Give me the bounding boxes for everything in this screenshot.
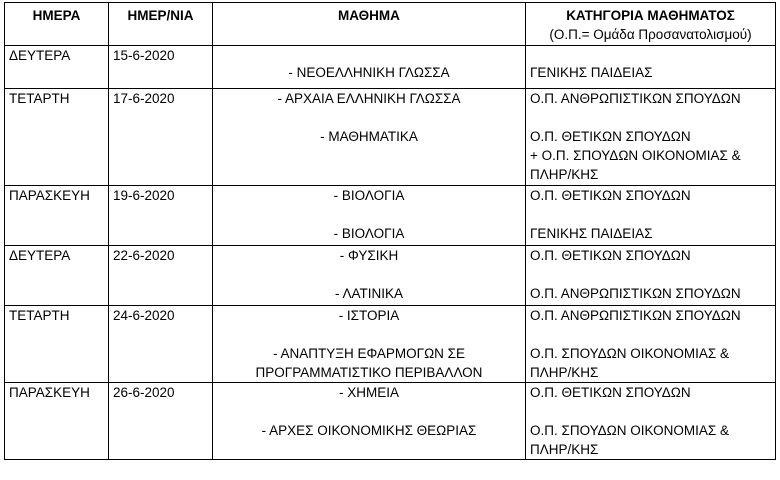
category-line: ΓΕΝΙΚΗΣ ΠΑΙΔΕΙΑΣ [530, 65, 653, 80]
date-cell: 26-6-2020 [109, 383, 213, 460]
category-line: Ο.Π. ΑΝΘΡΩΠΙΣΤΙΚΩΝ ΣΠΟΥΔΩΝ [530, 308, 741, 323]
day-cell: ΔΕΥΤΕΡΑ [5, 46, 109, 89]
category-line: Ο.Π. ΣΠΟΥΔΩΝ ΟΙΚΟΝΟΜΙΑΣ & [530, 423, 729, 438]
table-row [5, 46, 776, 89]
category-line: ΓΕΝΙΚΗΣ ΠΑΙΔΕΙΑΣ [530, 226, 653, 241]
category-cell [526, 186, 776, 246]
header-row [5, 3, 776, 46]
date-cell: 22-6-2020 [109, 246, 213, 306]
day-cell: ΔΕΥΤΕΡΑ [5, 246, 109, 306]
table-row [5, 89, 776, 186]
subject-line: - ΒΙΟΛΟΓΙΑ [333, 226, 405, 241]
subject-cell [213, 89, 526, 186]
subject-cell [213, 186, 526, 246]
subject-line: ΠΡΟΓΡΑΜΜΑΤΙΣΤΙΚΟ ΠΕΡΙΒΑΛΛΟΝ [255, 365, 483, 380]
header-category [526, 3, 776, 46]
category-cell [526, 46, 776, 89]
subject-line: - ΒΙΟΛΟΓΙΑ [333, 188, 405, 203]
date-cell: 19-6-2020 [109, 186, 213, 246]
header-date: ΗΜΕΡ/ΝΙΑ [109, 3, 213, 46]
day-cell: ΤΕΤΑΡΤΗ [5, 306, 109, 383]
exam-schedule-table [4, 2, 776, 460]
day-cell: ΠΑΡΑΣΚΕΥΗ [5, 383, 109, 460]
table-row [5, 383, 776, 460]
date-cell: 24-6-2020 [109, 306, 213, 383]
category-cell [526, 246, 776, 306]
table-row [5, 186, 776, 246]
table-row [5, 306, 776, 383]
day-cell: ΤΕΤΑΡΤΗ [5, 89, 109, 186]
subject-line: - ΝΕΟΕΛΛΗΝΙΚΗ ΓΛΩΣΣΑ [288, 65, 450, 80]
category-line: ΠΛΗΡ/ΚΗΣ [530, 365, 599, 380]
header-subject: ΜΑΘΗΜΑ [213, 3, 526, 46]
date-cell: 17-6-2020 [109, 89, 213, 186]
category-cell [526, 89, 776, 186]
category-line: Ο.Π. ΘΕΤΙΚΩΝ ΣΠΟΥΔΩΝ [530, 385, 691, 400]
table-row [5, 246, 776, 306]
subject-cell [213, 246, 526, 306]
subject-line: - ΑΡΧΑΙΑ ΕΛΛΗΝΙΚΗ ΓΛΩΣΣΑ [277, 91, 461, 106]
category-line: Ο.Π. ΘΕΤΙΚΩΝ ΣΠΟΥΔΩΝ [530, 248, 691, 263]
subject-line: - ΑΡΧΕΣ ΟΙΚΟΝΟΜΙΚΗΣ ΘΕΩΡΙΑΣ [261, 423, 477, 438]
subject-line: - ΦΥΣΙΚΗ [339, 248, 399, 263]
subject-cell [213, 383, 526, 460]
category-line: ΠΛΗΡ/ΚΗΣ [530, 442, 599, 457]
category-cell [526, 383, 776, 460]
subject-cell [213, 306, 526, 383]
category-line: Ο.Π. ΘΕΤΙΚΩΝ ΣΠΟΥΔΩΝ [530, 129, 691, 144]
day-cell: ΠΑΡΑΣΚΕΥΗ [5, 186, 109, 246]
subject-line: - ΑΝΑΠΤΥΞΗ ΕΦΑΡΜΟΓΩΝ ΣΕ [272, 346, 466, 361]
header-category-note: (Ο.Π.= Ομάδα Προσανατολισμού) [549, 27, 752, 42]
subject-cell [213, 46, 526, 89]
subject-line: - ΜΑΘΗΜΑΤΙΚΑ [320, 129, 418, 144]
subject-line: - ΛΑΤΙΝΙΚΑ [334, 286, 404, 301]
date-cell: 15-6-2020 [109, 46, 213, 89]
category-line: Ο.Π. ΣΠΟΥΔΩΝ ΟΙΚΟΝΟΜΙΑΣ & [530, 346, 729, 361]
category-line: + Ο.Π. ΣΠΟΥΔΩΝ ΟΙΚΟΝΟΜΙΑΣ & [530, 148, 741, 163]
category-line: Ο.Π. ΑΝΘΡΩΠΙΣΤΙΚΩΝ ΣΠΟΥΔΩΝ [530, 91, 741, 106]
category-line: Ο.Π. ΑΝΘΡΩΠΙΣΤΙΚΩΝ ΣΠΟΥΔΩΝ [530, 286, 741, 301]
header-category-title: ΚΑΤΗΓΟΡΙΑ ΜΑΘΗΜΑΤΟΣ [566, 8, 735, 23]
category-cell [526, 306, 776, 383]
subject-line: - ΧΗΜΕΙΑ [338, 385, 399, 400]
header-day: ΗΜΕΡΑ [5, 3, 109, 46]
category-line: Ο.Π. ΘΕΤΙΚΩΝ ΣΠΟΥΔΩΝ [530, 188, 691, 203]
category-line: ΠΛΗΡ/ΚΗΣ [530, 167, 599, 182]
subject-line: - ΙΣΤΟΡΙΑ [338, 308, 400, 323]
